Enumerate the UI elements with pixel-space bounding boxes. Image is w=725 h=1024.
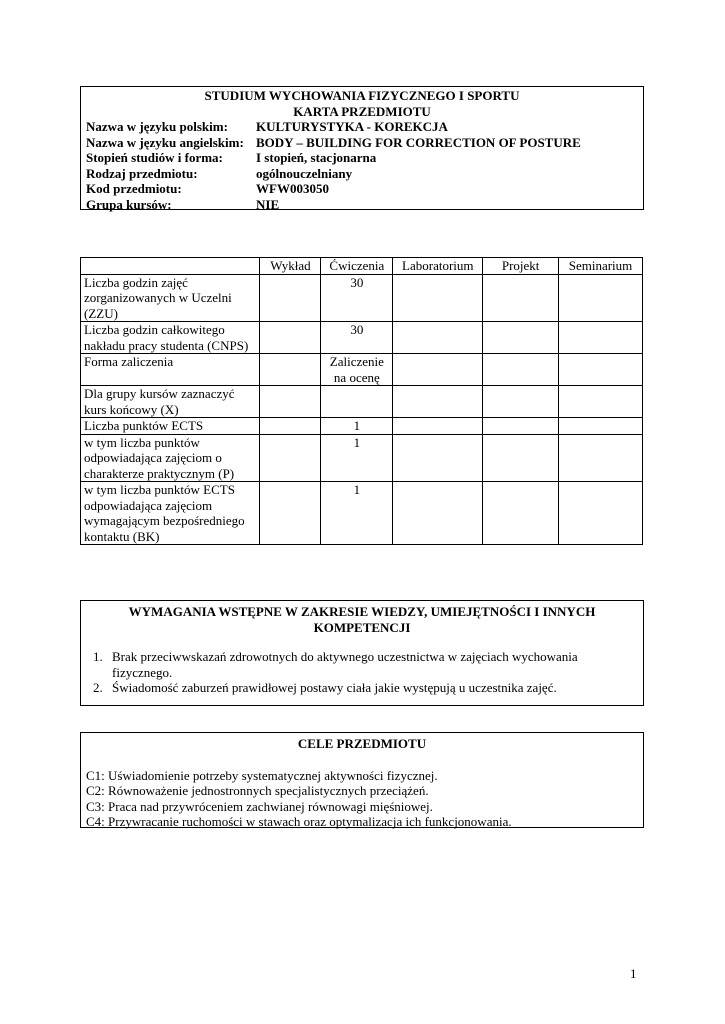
header-value: I stopień, stacjonarna — [256, 150, 377, 165]
table-row — [81, 418, 643, 435]
table-cell — [483, 418, 559, 435]
row-label: Liczba punktów ECTS — [81, 418, 260, 435]
column-header — [81, 258, 260, 275]
page-number: 1 — [630, 966, 637, 981]
table-cell — [483, 322, 559, 354]
header-label: Kod przedmiotu: — [86, 181, 182, 196]
table-row — [81, 354, 643, 386]
requirements-box — [80, 600, 644, 706]
row-label: Liczba godzin zajęć zorganizowanych w Uczelni (ZZU) — [81, 274, 260, 322]
table-cell — [559, 418, 643, 435]
table-cell: 30 — [321, 274, 393, 322]
table-cell — [260, 418, 321, 435]
course-header-box — [80, 86, 644, 210]
header-row-study-level — [86, 150, 638, 166]
header-row-polish-name — [86, 119, 638, 135]
header-row-course-code — [86, 181, 638, 197]
list-item: 2. Świadomość zaburzeń prawidłowej postawy ciała jakie występują u uczestnika zajęć. — [106, 680, 638, 696]
requirements-title: WYMAGANIA WSTĘPNE W ZAKRESIE WIEDZY, UMIEJĘTNOŚCI I INNYCH KOMPETENCJI — [128, 604, 596, 635]
goals-list — [86, 768, 638, 830]
table-row — [81, 434, 643, 482]
header-label: Nazwa w języku polskim: — [86, 119, 228, 134]
table-header-row — [81, 258, 643, 275]
table-cell — [393, 482, 483, 545]
row-label: w tym liczba punktów ECTS odpowiadająca zajęciom wymagającym bezpośredniego kontaktu (BK) — [81, 482, 260, 545]
header-value: ogólnouczelniany — [256, 165, 353, 181]
table-cell — [393, 354, 483, 386]
table-row — [81, 274, 643, 322]
header-label: Grupa kursów: — [86, 196, 172, 212]
header-label: Stopień studiów i forma: — [86, 150, 223, 165]
list-item: C4: Przywracanie ruchomości w stawach oraz optymalizacja ich funkcjonowania. — [86, 814, 512, 829]
row-label: Dla grupy kursów zaznaczyć kurs końcowy (X) — [81, 386, 260, 418]
table-cell — [483, 386, 559, 418]
table-cell — [559, 434, 643, 482]
table-cell: 1 — [321, 482, 393, 545]
column-header: Ćwiczenia — [321, 258, 393, 275]
list-item: C3: Praca nad przywróceniem zachwianej równowagi mięśniowej. — [86, 798, 433, 814]
header-label: Rodzaj przedmiotu: — [86, 165, 198, 181]
table-row — [81, 322, 643, 354]
header-label: Nazwa w języku angielskim: — [86, 134, 244, 150]
goals-box — [80, 732, 644, 828]
table-cell — [260, 274, 321, 322]
table-cell — [260, 482, 321, 545]
column-header: Laboratorium — [393, 258, 483, 275]
row-label: Liczba godzin całkowitego nakładu pracy studenta (CNPS) — [81, 322, 260, 354]
table-cell: Zaliczenie na ocenę — [321, 354, 393, 386]
table-cell — [393, 434, 483, 482]
row-label: Forma zaliczenia — [81, 354, 260, 386]
table-cell — [393, 274, 483, 322]
table-cell — [559, 322, 643, 354]
header-row-course-type — [86, 166, 638, 182]
header-value: WFW003050 — [256, 181, 329, 196]
list-item: C1: Uświadomienie potrzeby systematycznej aktywności fizycznej. — [86, 767, 438, 783]
column-header: Seminarium — [559, 258, 643, 275]
table-cell: 1 — [321, 418, 393, 435]
list-item: C2: Równoważenie jednostronnych specjalistycznych przeciążeń. — [86, 783, 429, 798]
table-row — [81, 482, 643, 545]
requirements-list — [86, 649, 638, 696]
table-cell — [260, 354, 321, 386]
header-row-english-name — [86, 135, 638, 151]
table-cell — [483, 354, 559, 386]
header-value: BODY – BUILDING FOR CORRECTION OF POSTURE — [256, 134, 581, 150]
header-title-card: KARTA PRZEDMIOTU — [293, 103, 431, 119]
table-cell: 1 — [321, 434, 393, 482]
header-title-study: STUDIUM WYCHOWANIA FIZYCZNEGO I SPORTU — [204, 88, 520, 103]
table-cell — [559, 482, 643, 545]
table-cell — [393, 322, 483, 354]
header-value: NIE — [256, 196, 280, 212]
table-cell — [483, 274, 559, 322]
table-cell — [559, 274, 643, 322]
table-cell — [559, 354, 643, 386]
table-cell — [483, 434, 559, 482]
table-cell: 30 — [321, 322, 393, 354]
table-cell — [559, 386, 643, 418]
table-cell — [393, 418, 483, 435]
table-cell — [483, 482, 559, 545]
header-value: KULTURYSTYKA - KOREKCJA — [256, 119, 448, 134]
goals-title: CELE PRZEDMIOTU — [297, 736, 427, 751]
header-row-course-group — [86, 197, 638, 213]
table-cell — [260, 322, 321, 354]
row-label: w tym liczba punktów odpowiadająca zajęciom o charakterze praktycznym (P) — [81, 434, 260, 482]
column-header: Projekt — [483, 258, 559, 275]
column-header: Wykład — [260, 258, 321, 275]
hours-table — [80, 257, 643, 545]
table-cell — [393, 386, 483, 418]
table-row — [81, 386, 643, 418]
list-item: 1. Brak przeciwwskazań zdrowotnych do aktywnego uczestnictwa w zajęciach wychowania fizycznego. — [106, 649, 638, 680]
table-cell — [260, 386, 321, 418]
table-cell — [321, 386, 393, 418]
table-cell — [260, 434, 321, 482]
